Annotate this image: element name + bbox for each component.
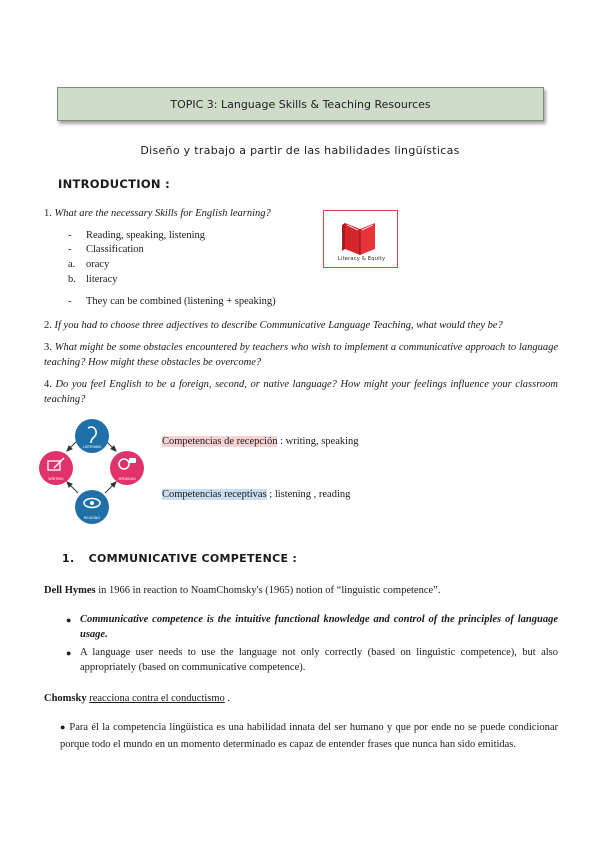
list-marker: - [68, 244, 72, 255]
literacy-equity-logo [323, 210, 398, 268]
question-2-number: 2. [44, 320, 52, 331]
speaking-label: SPEAKING [118, 477, 136, 481]
chomsky-bullet: ● Para él la competencia lingüística es una habilidad innata del ser humano y que por ende no se puede condicionar porque todo el mundo en un momento determinado es capaz de entender frases que nunca han sido emitidas. [60, 722, 559, 750]
question-2-text: If you had to choose three adjectives to describe Communicative Language Teaching, what would they be? [54, 320, 503, 331]
question-4 [44, 377, 558, 407]
logo-caption: Literacy & Equity [337, 256, 386, 262]
question-1-text: What are the necessary Skills for English learning? [54, 208, 271, 219]
question-1-number: 1. [44, 208, 52, 219]
dell-hymes-text: in 1966 in reaction to NoamChomsky's (1965) notion of “linguistic competence”. [95, 585, 441, 596]
list-marker: - [68, 296, 72, 307]
question-4-number: 4. [44, 379, 52, 390]
topic-title-box [57, 87, 544, 121]
list-text: Classification [86, 244, 144, 255]
listening-label: LISTENING [82, 445, 102, 449]
question-4-text: Do you feel English to be a foreign, second, or native language? How might your feelings influence your classroom teaching? [44, 379, 559, 405]
question-1 [44, 206, 271, 221]
bullet-text: A language user needs to use the language not only correctly (based on linguistic competence), but also appropriately (based on communicative competence). [80, 647, 558, 673]
list-item [68, 294, 328, 309]
section-1-heading [62, 552, 297, 565]
list-marker: - [68, 230, 72, 241]
topic-title: TOPIC 3: Language Skills & Teaching Resources [170, 97, 431, 111]
introduction-heading: INTRODUCTION : [58, 177, 171, 191]
bullet-item: ● A language user needs to use the language not only correctly (based on linguistic competence), but also appropriately (based on communicative competence). [66, 647, 558, 673]
competencias-recepcion-text: : writing, speaking [277, 436, 359, 447]
question-3-number: 3. [44, 342, 52, 353]
list-item [68, 272, 308, 287]
language-skills-diagram [36, 418, 146, 528]
section-1-title: COMMUNICATIVE COMPETENCE : [88, 552, 298, 565]
reading-skill [75, 490, 109, 524]
section-1-number: 1. [62, 552, 75, 565]
question-2 [44, 318, 540, 333]
bullet-text: Communicative competence is the intuitive functional knowledge and control of the principles of language usage. [80, 614, 558, 640]
reading-label: READING [83, 516, 101, 520]
competencias-recepcion [162, 436, 359, 447]
list-marker: a. [68, 259, 76, 270]
competencias-receptivas-text: ; listening , reading [266, 489, 351, 500]
competencias-receptivas [162, 489, 350, 500]
list-item [68, 228, 308, 243]
competencias-receptivas-highlight: Competencias receptivas [162, 489, 267, 500]
list-item [68, 242, 308, 257]
chomsky-end: . [224, 693, 231, 704]
list-text: literacy [86, 274, 118, 285]
subtitle: Diseño y trabajo a partir de las habilidades lingüísticas [140, 144, 460, 157]
question-3-text: What might be some obstacles encountered by teachers who wish to implement a communicative approach to language teaching? How might these obstacles be overcome? [44, 342, 559, 368]
competencias-recepcion-highlight: Competencias de recepción [162, 436, 278, 447]
question-3 [44, 340, 558, 370]
chomsky-name: Chomsky [44, 693, 87, 704]
list-marker: b. [68, 274, 76, 285]
chomsky-paragraph [44, 691, 230, 706]
list-text: Reading, speaking, listening [86, 230, 205, 241]
writing-label: WRITING [48, 477, 64, 481]
list-text: They can be combined (listening + speaking) [86, 296, 276, 307]
listening-skill [75, 419, 109, 453]
list-item [68, 257, 308, 272]
list-text: oracy [86, 259, 110, 270]
dell-hymes-paragraph [44, 583, 558, 598]
speaking-skill [110, 451, 144, 485]
conductismo-link[interactable]: reacciona contra el conductismo [89, 693, 225, 704]
writing-skill [39, 451, 73, 485]
bullet-item: ● Communicative competence is the intuitive functional knowledge and control of the principles of language usage. [66, 614, 558, 640]
chomsky-bullet-text: Para él la competencia lingüística es una habilidad innata del ser humano y que por ende no se puede condicionar porque todo el mundo en un momento determinado es capaz de entender frases que nunca han sido emitidas. [60, 722, 559, 750]
dell-hymes-name: Dell Hymes [44, 585, 96, 596]
